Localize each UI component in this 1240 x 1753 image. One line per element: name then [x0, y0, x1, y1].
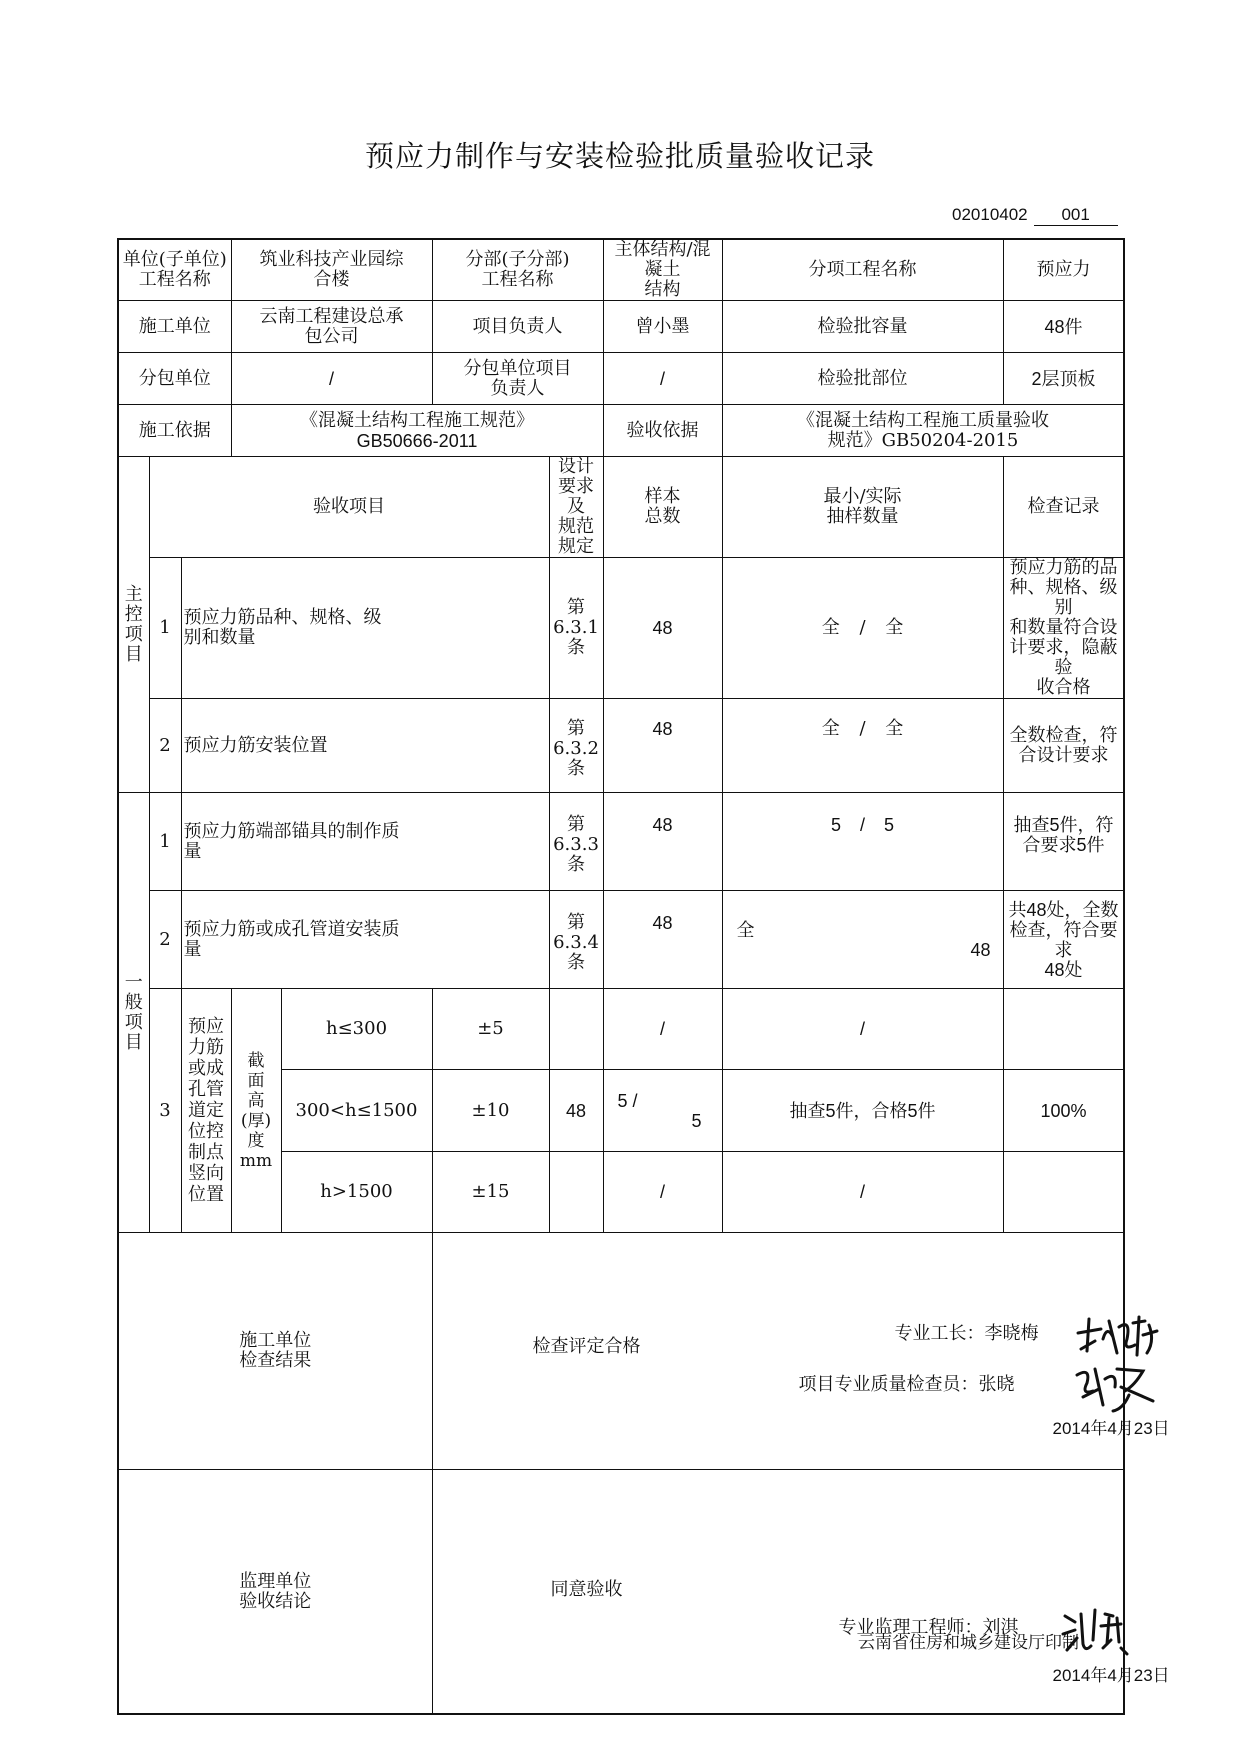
general-row-2-total: 48 [603, 891, 722, 989]
location-label: 检验批部位 [722, 353, 1003, 405]
general-row-2 [118, 891, 1124, 989]
pm-label: 项目负责人 [432, 301, 603, 353]
main-row-2 [118, 699, 1124, 793]
col-min-actual: 最小/实际 抽样数量 [722, 457, 1003, 558]
contractor-date: 2014年4月23日 [1052, 1419, 1170, 1438]
sub-tolerance-3: ±15 [432, 1152, 549, 1233]
capacity-value: 48件 [1003, 301, 1124, 353]
footer-printer: 云南省住房和城乡建设厅印制 [858, 1633, 1079, 1653]
col-record: 检查记录 [1003, 457, 1124, 558]
basis-value-line1: 《混凝土结构工程施工规范》 [300, 409, 534, 431]
main-row-2-min: 全 [821, 718, 840, 739]
main-row-1 [118, 558, 1124, 699]
sub-sample-1: / [603, 989, 722, 1070]
sub-result-empty-3 [1003, 1152, 1124, 1233]
header-row-1 [118, 239, 1124, 301]
general-row-3-section: 截 面 高 (厚) 度 mm [231, 989, 281, 1233]
supervisor-check-content [432, 1470, 1170, 1715]
sub-project-value: 主体结构/混凝土 结构 [603, 239, 722, 301]
inspector-signature [1073, 1361, 1163, 1417]
contractor-label: 施工单位 [118, 301, 231, 353]
main-row-1-min-actual: 全 / 全 [722, 558, 1003, 699]
code-number: 001 [1034, 205, 1118, 226]
contractor-value: 云南工程建设总承 包公司 [231, 301, 432, 353]
general-row-2-min-actual [722, 891, 1003, 989]
sub-project-label: 分部(子分部) 工程名称 [432, 239, 603, 301]
sub-record-1: / [722, 989, 1003, 1070]
unit-label: 单位(子单位) 工程名称 [118, 239, 231, 301]
sub-total-empty-1 [549, 989, 603, 1070]
sub-range-1: h≤300 [281, 989, 432, 1070]
main-row-1-no: 1 [149, 558, 181, 699]
supervisor-check-row [118, 1470, 1124, 1715]
code-prefix: 02010402 [952, 205, 1028, 224]
sub-tolerance-1: ±5 [432, 989, 549, 1070]
general-row-2-item: 预应力筋或成孔管道安装质 量 [181, 891, 549, 989]
general-row-1-no: 1 [149, 793, 181, 891]
general-row-1-record: 抽查5件，符合要求5件 [1003, 793, 1124, 891]
contractor-check-row [118, 1233, 1124, 1470]
column-header-row [118, 457, 1124, 558]
general-row-1-clause: 第6.3.3条 [549, 793, 603, 891]
general-row-2-record: 共48处，全数检查，符合要求 48处 [1003, 891, 1124, 989]
main-row-2-clause: 第6.3.2条 [549, 699, 603, 793]
basis-label: 施工依据 [118, 405, 231, 457]
main-row-1-clause: 第6.3.1条 [549, 558, 603, 699]
general-row-2-actual: 48 [970, 939, 991, 960]
general-row-1-total: 48 [603, 793, 722, 891]
col-item: 验收项目 [149, 457, 549, 558]
main-row-2-no: 2 [149, 699, 181, 793]
general-row-3-min-actual [603, 1070, 722, 1152]
general-row-3-record: 抽查5件，合格5件 [722, 1070, 1003, 1152]
main-row-1-actual: 全 [885, 617, 904, 638]
col-sample-total: 样本 总数 [603, 457, 722, 558]
general-row-3-result: 100% [1003, 1070, 1124, 1152]
sub-pm-label: 分包单位项目 负责人 [432, 353, 603, 405]
general-row-2-min: 全 [736, 919, 755, 940]
main-row-1-min: 全 [821, 617, 840, 638]
general-row-3-total: 48 [549, 1070, 603, 1152]
main-row-2-actual: 全 [885, 718, 904, 739]
foreman-signature [1073, 1311, 1163, 1361]
general-row-2-no: 2 [149, 891, 181, 989]
header-row-2 [118, 301, 1124, 353]
location-value: 2层顶板 [1003, 353, 1124, 405]
capacity-label: 检验批容量 [722, 301, 1003, 353]
engineer-label: 专业监理工程师：刘淇 [838, 1617, 1019, 1638]
supervisor-check-label: 监理单位 验收结论 [118, 1470, 432, 1715]
header-row-4 [118, 405, 1124, 457]
supervisor-conclusion: 同意验收 [550, 1579, 623, 1600]
supervisor-date: 2014年4月23日 [1052, 1666, 1170, 1685]
general-row-3-name: 预应 力筋 或成 孔管 道定 位控 制点 竖向 位置 [181, 989, 231, 1233]
col-design: 设计要求及 规范规定 [549, 457, 603, 558]
item-label-text: 分项工程名称 [808, 259, 917, 280]
foreman-label: 专业工长：李晓梅 [894, 1323, 1039, 1344]
main-control-label: 主 控 项 目 [118, 457, 149, 793]
general-row-3-actual: 5 [691, 1110, 702, 1131]
header-row-3 [118, 353, 1124, 405]
inspection-table [117, 238, 1170, 1715]
main-row-2-record: 全数检查，符合设计要求 [1003, 699, 1124, 793]
main-row-2-total: 48 [603, 699, 722, 793]
pm-value: 曾小墨 [603, 301, 722, 353]
general-row-3-min: 5 / [617, 1090, 638, 1111]
subcontractor-value: / [231, 353, 432, 405]
record-code [952, 205, 1118, 226]
contractor-check-content [432, 1233, 1170, 1470]
general-row-3-no: 3 [149, 989, 181, 1233]
sub-total-empty-3 [549, 1152, 603, 1233]
main-row-2-item: 预应力筋安装位置 [181, 699, 549, 793]
general-row-1-item: 预应力筋端部锚具的制作质 量 [181, 793, 549, 891]
sub-pm-value: / [603, 353, 722, 405]
unit-value: 筑业科技产业园综 合楼 [231, 239, 432, 301]
basis-value-line2: GB50666-2011 [356, 430, 478, 451]
item-label [722, 239, 1003, 301]
general-row-3a [118, 989, 1124, 1070]
inspector-label: 项目专业质量检查员：张晓 [798, 1374, 1015, 1395]
main-row-1-total: 48 [603, 558, 722, 699]
general-row-2-clause: 第6.3.4条 [549, 891, 603, 989]
general-row-1-min: 5 [830, 815, 841, 835]
subcontractor-label: 分包单位 [118, 353, 231, 405]
contractor-check-label: 施工单位 检查结果 [118, 1233, 432, 1470]
general-row-1-actual: 5 [884, 815, 895, 835]
general-row-1 [118, 793, 1124, 891]
sub-tolerance-2: ±10 [432, 1070, 549, 1152]
sub-range-2: 300<h≤1500 [281, 1070, 432, 1152]
main-row-1-item: 预应力筋品种、规格、级 别和数量 [181, 558, 549, 699]
general-row-3-min-value: 5 [617, 1090, 628, 1111]
basis-value [231, 405, 603, 457]
contractor-conclusion: 检查评定合格 [532, 1336, 641, 1357]
main-row-2-min-actual: 全 / 全 [722, 699, 1003, 793]
sub-result-empty-1 [1003, 989, 1124, 1070]
sub-range-3: h>1500 [281, 1152, 432, 1233]
accept-basis-label: 验收依据 [603, 405, 722, 457]
sub-sample-3: / [603, 1152, 722, 1233]
main-row-1-record: 预应力筋的品种、规格、级别 和数量符合设计要求，隐蔽验 收合格 [1003, 558, 1124, 699]
sub-record-3: / [722, 1152, 1003, 1233]
general-label: 一 般 项 目 [118, 793, 149, 1233]
accept-basis-value: 《混凝土结构工程施工质量验收 规范》GB50204-2015 [722, 405, 1124, 457]
item-value: 预应力 [1003, 239, 1124, 301]
general-row-1-min-actual: 5 / 5 [722, 793, 1003, 891]
page-title: 预应力制作与安装检验批质量验收记录 [364, 139, 875, 173]
